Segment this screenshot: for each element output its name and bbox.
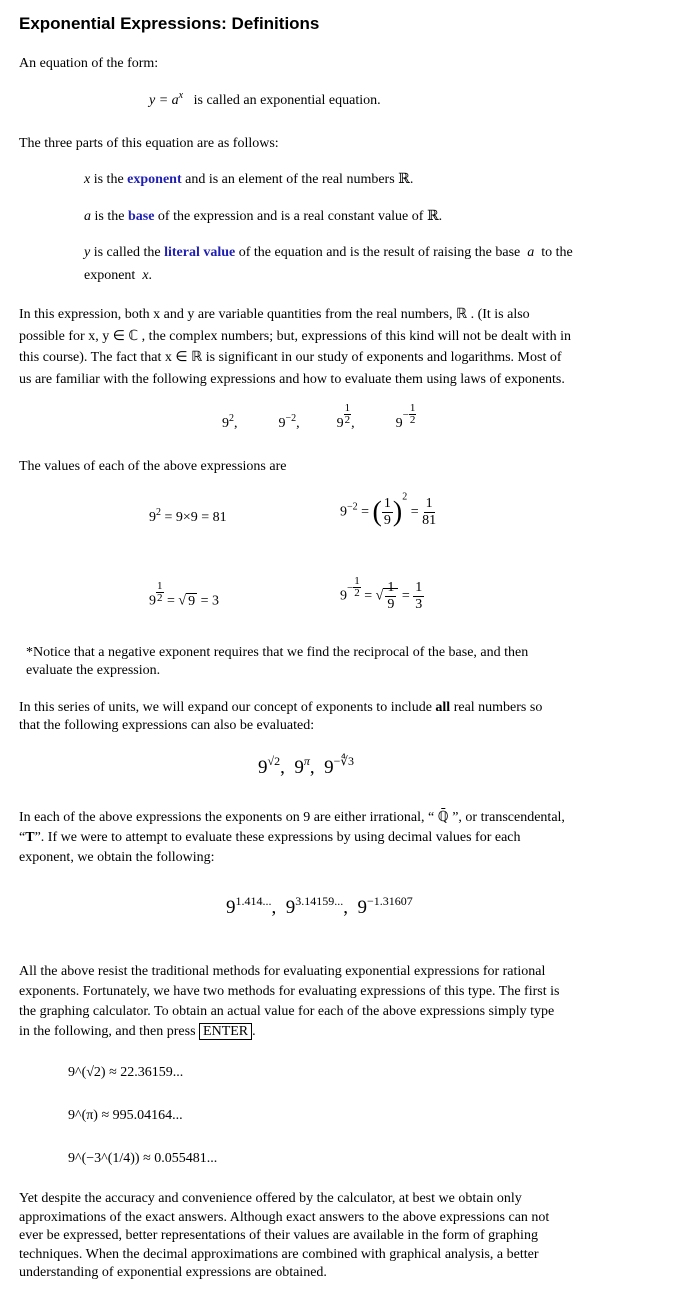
paragraph-all-real: In this series of units, we will expand our concept of exponents to include all real numbers so that the following expressions can also be evaluated: [19, 700, 543, 733]
paragraph-calculator: All the above resist the traditional methods for evaluating exponential expressions for rational exponents. Fortunately, we have two methods for evaluating expressions of this type. The first is the graphing calculator. To obtain an actual value for each of the above expressions simply type in the following, and then press ENTER . [19, 964, 560, 1039]
part-base: a is the base of the expression and is a real constant value of ℝ. [84, 208, 443, 224]
expr-9-neg-half: 9− $\frac{1}{2}$ [395, 402, 416, 431]
paragraph-irrational: In each of the above expressions the exponents on 9 are either irrational, “ ℚ̄ ”, or transcendental, “T”. If we were to attempt to evaluate these expressions by using decimal values for each exponent, we obtain the following: [19, 810, 565, 865]
part-exponent: x is the exponent and is an element of the real numbers ℝ. [84, 171, 414, 187]
exponential-equation: $y = a^x$ is called an exponential equation. [149, 90, 381, 108]
calc-sqrt2: 9^(√2) ≈ 22.36159... [68, 1065, 184, 1080]
part-literal-value-line2: exponent x. [84, 268, 153, 283]
decimal-expressions: $9^{1.414...}$, $9^{3.14159...}$, $9^{-1.31607}$ [226, 894, 413, 918]
irrational-expressions: $9^{√2}$, $9^\pi$, $9^{-∜3}$ [258, 754, 355, 778]
notice-negative-exponent: *Notice that a negative exponent requires that we find the reciprocal of the base, and then evaluate the expression. [26, 645, 529, 678]
calc-neg-fourth-root-3: 9^(−3^(1/4)) ≈ 0.055481... [68, 1151, 218, 1166]
calc-pi: 9^(π) ≈ 995.04164... [68, 1108, 183, 1123]
term-literal-value: literal value [164, 245, 236, 260]
value-9-squared: $9^2 = 9\times 9 = 81$ [149, 507, 227, 525]
values-intro: The values of each of the above expressions are [19, 459, 287, 474]
value-9-neg-2: $9^{-2}$ = ( $\frac{1}{9}$ )$^2$ = $\frac{1}{81}$ [340, 491, 437, 528]
term-base: base [127, 209, 155, 224]
value-9-neg-half: 9− $\frac{1}{2}$ = √ $\frac{1}{9}$ = $\frac{1}{3}$ [340, 575, 423, 612]
page-title: Exponential Expressions: Definitions [19, 14, 320, 33]
parts-intro: The three parts of this equation are as follows: [19, 136, 279, 151]
enter-key: ENTER [199, 1023, 252, 1040]
paragraph-conclusion: Yet despite the accuracy and convenience offered by the calculator, at best we obtain only approximations of the exact answers. Although exact answers to the above expressions can not ever be expressed, better representations of their values are available in the form of graphing techniques. When the decimal approximations are combined with graphical analysis, a better understanding of exponential expressions are obtained. [19, 1191, 550, 1280]
intro-text: An equation of the form: [19, 56, 159, 71]
part-literal-value: y is called the literal value of the equation and is the result of raising the base a to the [84, 245, 573, 260]
expr-9-neg-2: $9^{-2}$, [278, 412, 300, 431]
term-exponent: exponent [127, 172, 182, 187]
paragraph-real-numbers: In this expression, both x and y are variable quantities from the real numbers, ℝ . (It is also possible for x, y ∈ ℂ , the complex numbers; but, expressions of this kind will not be dealt with in this course). The fact that x ∈ ℝ is significant in our study of exponents and logarithms. Most of us are familiar with the following expressions and how to evaluate them using laws of exponents. [19, 307, 571, 387]
expr-9-squared: $9^2$, [222, 412, 238, 431]
expr-9-half: 9 $\frac{1}{2}$ , [336, 402, 355, 431]
sample-expressions [222, 402, 416, 435]
value-9-half: 9 $\frac{1}{2}$ = √ 9 = 3 [149, 580, 219, 609]
